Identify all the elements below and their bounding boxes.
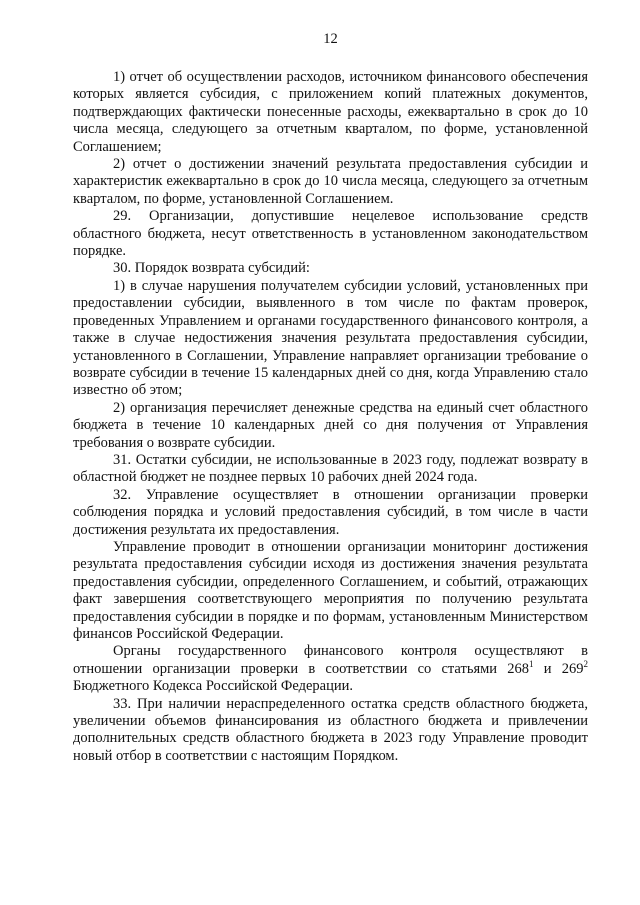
paragraph-monitoring: Управление проводит в отношении организации мониторинг достижения результата предоставления субсидии исходя из достижения значения результата предоставления субсидии, определенного Соглашением, и событий, отражающих факт завершения соответствующего мероприятия по получению результата предоставления субсидии в порядке и по формам, установленным Министерством финансов Российской Федерации.: [73, 538, 588, 642]
paragraph-30-item-2: 2) организация перечисляет денежные средства на единый счет областного бюджета в течение 10 календарных дней со дня получения от Управления требования о возврате субсидии.: [73, 399, 588, 451]
paragraph-31: 31. Остатки субсидии, не использованные в 2023 году, подлежат возврату в областной бюджет не позднее первых 10 рабочих дней 2024 года.: [73, 451, 588, 486]
control-text-middle: и 269: [533, 660, 584, 677]
paragraph-financial-control: [73, 643, 588, 695]
control-text-before: Органы государственного финансового контроля осуществляют в отношении организации проверки в соответствии со статьями 268: [73, 643, 588, 677]
paragraph-report-expenses: 1) отчет об осуществлении расходов, источником финансового обеспечения которых является субсидия, с приложением копий платежных документов, подтверждающих фактически понесенные расходы, ежеквартально в срок до 10 числа месяца, следующего за отчетным кварталом, по форме, установленной Соглашением;: [73, 69, 588, 155]
paragraph-30-heading: 30. Порядок возврата субсидий:: [113, 260, 310, 277]
control-text-after: Бюджетного Кодекса Российской Федерации.: [73, 678, 354, 695]
paragraph-33: 33. При наличии нераспределенного остатка средств областного бюджета, увеличении объемов финансирования из областного бюджета и привлечении дополнительных средств областного бюджета в 2023 году Управление проводит новый отбор в соответствии с настоящим Порядком.: [73, 695, 588, 764]
page-number: 12: [323, 31, 338, 47]
paragraph-30-item-1: 1) в случае нарушения получателем субсидии условий, установленных при предоставлении субсидии, выявленного в том числе по фактам проверок, проведенных Управлением и органами государственного финансового контроля, а также в случае недостижения значения результата предоставления субсидии, установленного в Соглашении, Управление направляет организации требование о возврате субсидии в течение 15 календарных дней со дня, когда Управлению стало известно об этом;: [73, 277, 588, 399]
superscript-1: 1: [529, 658, 534, 669]
superscript-2: 2: [583, 658, 588, 669]
document-page: [73, 30, 588, 765]
paragraph-29: 29. Организации, допустившие нецелевое использование средств областного бюджета, несут ответственность в установленном законодательством порядке.: [73, 208, 588, 260]
paragraph-32: 32. Управление осуществляет в отношении организации проверки соблюдения порядка и условий предоставления субсидий, в том числе в части достижения результата их предоставления.: [73, 486, 588, 538]
paragraph-report-results: 2) отчет о достижении значений результата предоставления субсидии и характеристик ежеквартально в срок до 10 числа месяца, следующего за отчетным кварталом, по форме, установленной Соглашением.: [73, 156, 588, 207]
